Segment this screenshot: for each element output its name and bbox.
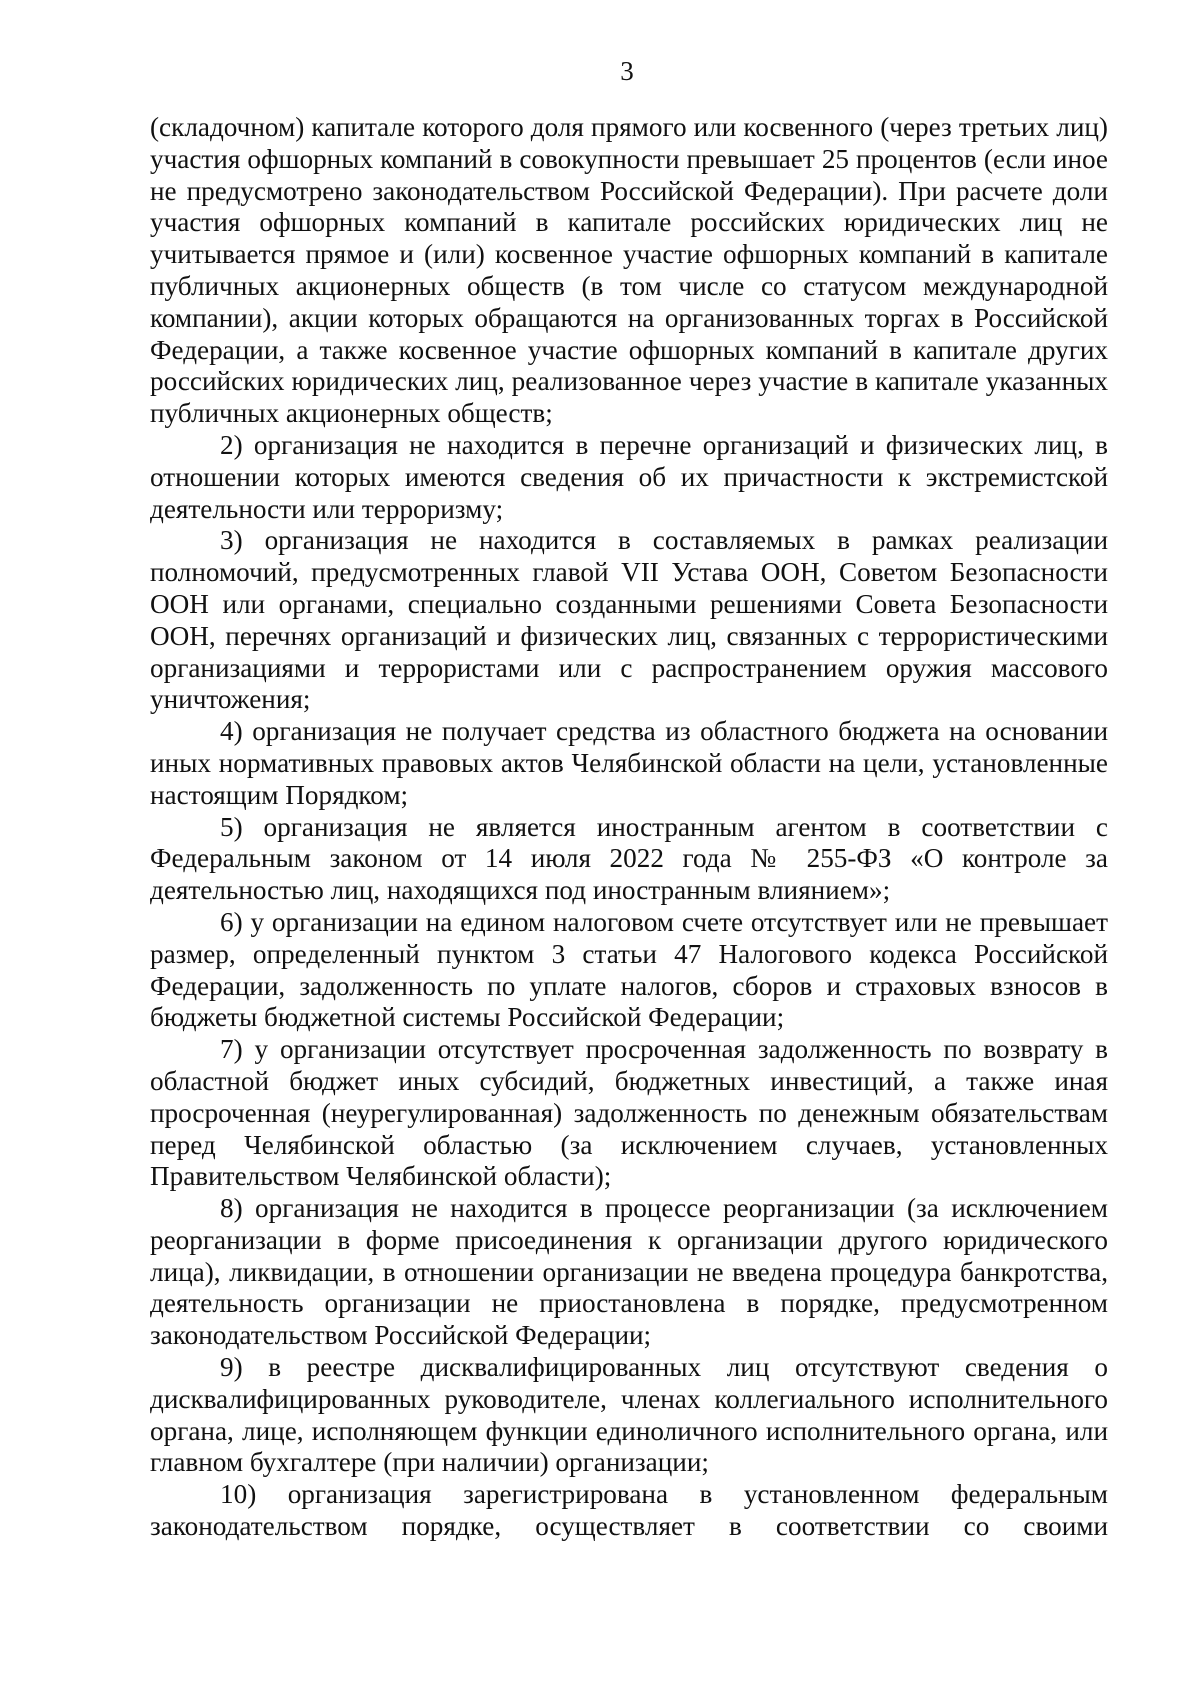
paragraph-item-4: 4) организация не получает средства из областного бюджета на основании иных нормативных правовых актов Челябинской области на цели, установленные настоящим Порядком;: [150, 716, 1108, 810]
paragraph-item-6: 6) у организации на едином налоговом счете отсутствует или не превышает размер, определенный пунктом 3 статьи 47 Налогового кодекса Российской Федерации, задолженность по уплате налогов, сборов и страховых взносов в бюджеты бюджетной системы Российской Федерации;: [150, 906, 1108, 1033]
paragraph-item-7: 7) у организации отсутствует просроченная задолженность по возврату в областной бюджет иных субсидий, бюджетных инвестиций, а также иная просроченная (неурегулированная) задолженность по денежным обязательствам перед Челябинской областью (за исключением случаев, установленных Правительством Челябинской области);: [150, 1034, 1108, 1192]
paragraph-item-5: 5) организация не является иностранным агентом в соответствии с Федеральным законом от 14 июля 2022 года № 255-ФЗ «О контроле за деятельностью лиц, находящихся под иностранным влиянием»;: [150, 811, 1108, 906]
paragraph-continuation: (складочном) капитале которого доля прямого или косвенного (через третьих лиц) участия офшорных компаний в совокупности превышает 25 процентов (если иное не предусмотрено законодательством Российской Федерации). При расчете доли участия офшорных компаний в капитале российских юридических лиц не учитывается прямое и (или) косвенное участие офшорных компаний в капитале публичных акционерных обществ (в том числе со статусом международной компании), акции которых обращаются на организованных торгах в Российской Федерации, а также косвенное участие офшорных компаний в капитале других российских юридических лиц, реализованное через участие в капитале указанных публичных акционерных обществ;: [150, 112, 1108, 429]
paragraph-item-3: 3) организация не находится в составляемых в рамках реализации полномочий, предусмотренных главой VII Устава ООН, Советом Безопасности ООН или органами, специально созданными решениями Совета Безопасности ООН, перечнях организаций и физических лиц, связанных с террористическими организациями и террористами или с распространением оружия массового уничтожения;: [150, 525, 1108, 715]
paragraph-item-10: 10) организация зарегистрирована в установленном федеральным законодательством порядке, осуществляет в соответствии со своими: [150, 1479, 1108, 1542]
paragraph-item-2: 2) организация не находится в перечне организаций и физических лиц, в отношении которых имеются сведения об их причастности к экстремистской деятельности или терроризму;: [150, 429, 1108, 524]
paragraph-item-8: 8) организация не находится в процессе реорганизации (за исключением реорганизации в форме присоединения к организации другого юридического лица), ликвидации, в отношении организации не введена процедура банкротства, деятельность организации не приостановлена в порядке, предусмотренном законодательством Российской Федерации;: [150, 1193, 1108, 1351]
page-number: 3: [620, 56, 634, 86]
paragraph-item-9: 9) в реестре дисквалифицированных лиц отсутствуют сведения о дисквалифицированных руководителе, членах коллегиального исполнительного органа, лице, исполняющем функции единоличного исполнительного органа, или главном бухгалтере (при наличии) организации;: [150, 1352, 1108, 1478]
document-body: [150, 112, 1108, 1543]
